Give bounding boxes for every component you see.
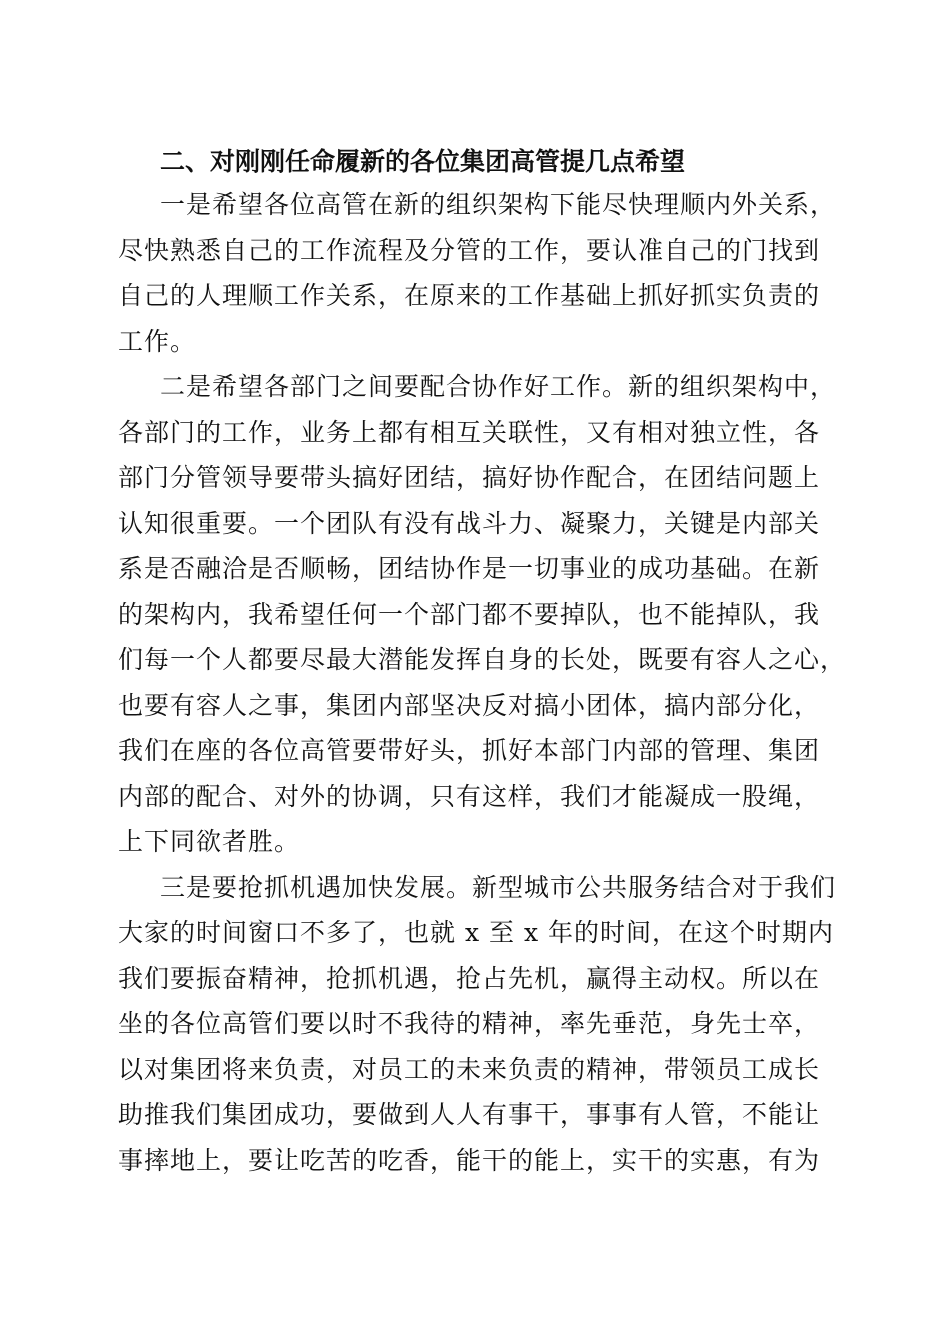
paragraph-line: 助推我们集团成功，要做到人人有事干，事事有人管，不能让 <box>118 1100 821 1129</box>
paragraph-line: 以对集团将来负责，对员工的未来负责的精神，带领员工成长 <box>118 1054 821 1084</box>
paragraph-line: 我们要振奋精神，抢抓机遇，抢占先机，赢得主动权。所以在 <box>118 963 821 993</box>
paragraph-line: 尽快熟悉自己的工作流程及分管的工作，要认准自己的门找到 <box>118 235 821 265</box>
paragraph-line: 我们在座的各位高管要带好头，抓好本部门内部的管理、集团 <box>118 736 821 765</box>
paragraph-lead-rest: 新的组织架构中， <box>628 372 837 401</box>
paragraph-line: 上下同欲者胜。 <box>118 827 301 856</box>
paragraph-first-line <box>118 364 838 410</box>
paragraph-line: 自己的人理顺工作关系，在原来的工作基础上抓好抓实负责的 <box>118 281 821 310</box>
paragraph-3 <box>118 865 838 1184</box>
paragraph-line: 大家的时间窗口不多了，也就 x 至 x 年的时间，在这个时期内 <box>118 918 834 947</box>
paragraph-lead-sentence: 二是希望各部门之间要配合协作好工作。 <box>160 372 629 401</box>
paragraph-line: 内部的配合、对外的协调，只有这样，我们才能凝成一股绳， <box>118 781 821 811</box>
paragraph-line: 坐的各位高管们要以时不我待的精神，率先垂范，身先士卒， <box>118 1009 821 1038</box>
paragraph-line: 部门分管领导要带头搞好团结，搞好协作配合，在团结问题上 <box>118 463 821 492</box>
paragraph-line: 一是希望各位高管在新的组织架构下能尽快理顺内外关系， <box>160 190 837 219</box>
paragraph-line: 各部门的工作，业务上都有相互关联性，又有相对独立性，各 <box>118 417 821 447</box>
section-heading: 二、对刚刚任命履新的各位集团高管提几点希望 <box>160 147 686 176</box>
paragraph-2 <box>118 364 847 865</box>
paragraph-line: 们每一个人都要尽最大潜能发挥自身的长处，既要有容人之心， <box>118 645 847 674</box>
paragraph-lead-sentence: 三是要抢抓机遇加快发展。 <box>160 872 473 902</box>
paragraph-lead-rest: 新型城市公共服务结合对于我们 <box>472 872 837 902</box>
paragraph-line: 事摔地上，要让吃苦的吃香，能干的能上，实干的实惠，有为 <box>118 1145 821 1175</box>
paragraph-first-line <box>118 865 838 911</box>
paragraph-line: 认知很重要。一个团队有没有战斗力、凝聚力，关键是内部关 <box>118 508 821 538</box>
document-body <box>118 142 847 1183</box>
paragraph-line: 也要有容人之事，集团内部坚决反对搞小团体，搞内部分化， <box>118 690 821 720</box>
paragraph-1 <box>118 182 838 364</box>
paragraph-line: 工作。 <box>118 326 197 356</box>
paragraph-line: 的架构内，我希望任何一个部门都不要掉队，也不能掉队，我 <box>118 599 821 629</box>
paragraph-line: 系是否融洽是否顺畅，团结协作是一切事业的成功基础。在新 <box>118 554 821 583</box>
